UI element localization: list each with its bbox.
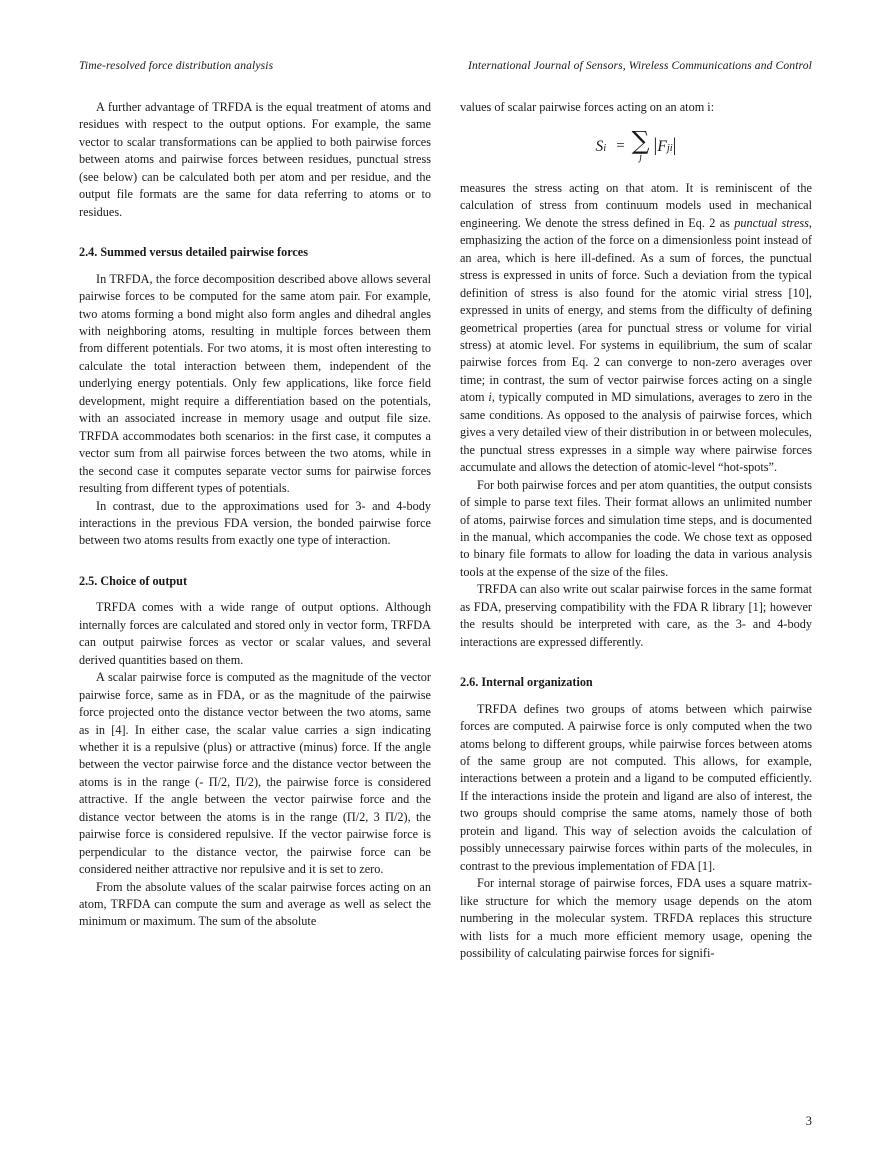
absolute-value-open: | (653, 135, 658, 157)
paragraph: For internal storage of pairwise forces, FDA uses a square matrix-like structure for which the memory usage depends on the atom numbering in the molecular system. TRFDA replaces this structure with lists for a much more efficient memory usage, opening the possibility of calculating pairwise forces for signifi- (460, 876, 812, 960)
paragraph: A further advantage of TRFDA is the equal treatment of atoms and residues with respect to the output options. For example, the same vector to scalar transformations can be applied to both pairwise forces between atoms and pairwise forces between residues, punctual stress (see below) can be calculated both per atom and per residue, and the output file formats are the same for data referring to atoms or to residues. (79, 100, 431, 219)
left-column (79, 99, 431, 1099)
paragraph: In contrast, due to the approximations used for 3- and 4-body interactions in the previous FDA version, the bonded pairwise force between two atoms results from exactly one type of interaction. (79, 498, 431, 548)
spacer (79, 550, 431, 573)
spacer (79, 590, 431, 599)
summation-operator (631, 126, 650, 164)
paragraph: TRFDA defines two groups of atoms between which pairwise forces are computed. A pairwise force is only computed when the two atoms belong to different groups, while pairwise forces between atoms of the same group are not computed. This allows, for example, interactions between a protein and a ligand to be computed efficiently. If the interactions inside the protein and ligand are also of interest, the two groups should comprise the same atoms, namely those of both protein and ligand. This way of selection avoids the calculation of possibly unnecessary pairwise forces within parts of the molecules, in contrast to the previous implementation of FDA [1]. (460, 701, 812, 873)
spacer (79, 262, 431, 271)
spacer (460, 651, 812, 674)
equation-lhs-subscript: i (603, 143, 607, 155)
paragraph-text: , emphasizing the action of the force on a dimensionless point instead of an area, which is here ill-defined. As a sum of forces, the punctual stress is expressed in units of force. Such a deviation from the typical definition of stress is also found for the atomic virial stress [10], expressed in units of energy, and stems from the difficulty of defining geometrical properties (area for punctual stress or volume for virial stress) at atomic level. For systems in equilibrium, the sum of scalar pairwise forces from Eq. 2 can converge to non-zero averages over time; in contrast, the sum of vector pairwise forces acting on a single atom (460, 215, 812, 405)
spacer (79, 221, 431, 244)
paragraph-text: , typically computed in MD simulations, averages to zero in the same conditions. As opposed to the analysis of pairwise forces, which gives a very detailed view of their distribution in or between molecules, the punctual stress expresses in a simple way where pairwise forces accumulate and allows the detection of atomic-level “hot-spots”. (460, 390, 813, 475)
section-heading-2-6: 2.6. Internal organization (460, 675, 593, 690)
absolute-value-close: | (672, 135, 677, 157)
emphasis-atom-index: i (488, 390, 492, 405)
paragraph: In TRFDA, the force decomposition described above allows several pairwise forces to be computed for the same atom pair. For example, two atoms forming a bond might also form angles and dihedral angles with neighboring atoms, resulting in multiple forces between them from different potentials. For two atoms, it is most often interesting to calculate the total interaction between them, independent of the underlying energy potentials. Only few applications, like force field development, might require a differentiation based on the potentials, with an associated increase in memory usage and output file size. TRFDA accommodates both scenarios: in the first case, it computes a vector sum from all pairwise forces between the two atoms, while in the second case it computes separate vector sums for pairwise forces resulting from different types of potentials. (79, 271, 431, 496)
paragraph-text: values of scalar pairwise forces acting on an atom i: (460, 100, 715, 114)
section-heading-2-4: 2.4. Summed versus detailed pairwise forces (79, 245, 308, 260)
running-header-right: International Journal of Sensors, Wireless Communications and Control (467, 59, 812, 72)
right-column (460, 99, 812, 1099)
paragraph: For both pairwise forces and per atom quantities, the output consists of simple to parse text files. Their format allows an unlimited number of atoms, pairwise forces and simulation time steps, and is documented in the manual, which accompanies the code. We chose text as opposed to binary file formats to allow for loading the data in various analysis tools at the expense of the size of the files. (460, 477, 812, 579)
equation-force-subscript: ji (666, 143, 673, 155)
paragraph-text: measures the stress acting on that atom. It is reminiscent of the calculation of stress from continuum models used in mechanical engineering. We denote the stress defined in Eq. 2 as (460, 180, 812, 230)
spacer (460, 692, 812, 701)
paragraph (460, 180, 812, 477)
paragraph: TRFDA can also write out scalar pairwise forces in the same format as FDA, preserving compatibility with the FDA R library [1]; however the results should be interpreted with care, as the 3- and 4-body interactions are expressed differently. (460, 582, 812, 649)
display-equation (460, 116, 812, 180)
summation-index: j (639, 152, 643, 164)
paragraph (460, 99, 812, 116)
equation-lhs-variable: S (595, 137, 604, 155)
running-header (79, 59, 812, 72)
section-heading-2-5: 2.5. Choice of output (79, 573, 187, 588)
equation-equals-sign: = (616, 138, 625, 155)
paragraph: From the absolute values of the scalar pairwise forces acting on an atom, TRFDA can compute the sum and average as well as select the minimum or maximum. The sum of the absolute (79, 879, 431, 929)
paragraph: TRFDA comes with a wide range of output options. Although internally forces are calculated and stored only in vector form, TRFDA can output pairwise forces as vector or scalar values, and several derived quantities based on them. (79, 600, 431, 667)
two-column-body (79, 99, 812, 1099)
page-number: 3 (805, 1114, 812, 1128)
paragraph: A scalar pairwise force is computed as the magnitude of the vector pairwise force, same as in FDA, or as the magnitude of the pairwise force projected onto the distance vector between the two atoms, same as in [4]. In either case, the scalar value carries a sign indicating whether it is a repulsive (plus) or attractive (minus) force. If the angle between the vector pairwise force and the distance vector between the atoms is in the range (- Π/2, Π/2), the pairwise force is considered attractive. If the angle between the vector pairwise force and the distance vector between the atoms is in the range (Π/2, 3 Π/2), the pairwise force is considered repulsive. If the vector pairwise force is perpendicular to the distance vector, the pairwise force can be considered neither attractive nor repulsive and it is set to zero. (79, 670, 431, 877)
sigma-icon: ∑ (631, 126, 650, 156)
running-header-left: Time-resolved force distribution analysis (79, 59, 274, 72)
equation-force-variable: F (657, 137, 667, 155)
emphasis-punctual-stress: punctual stress (734, 215, 809, 230)
